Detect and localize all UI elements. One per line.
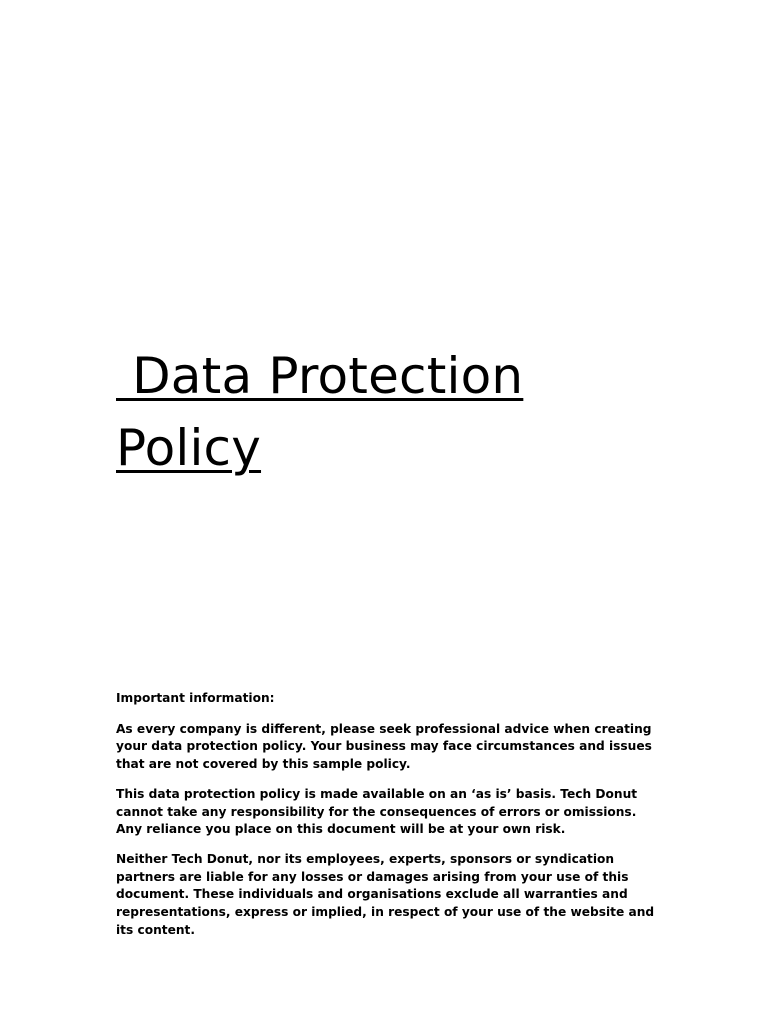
paragraph-as-is-basis: This data protection policy is made available on an ‘as is’ basis. Tech Donut cannot take any responsibility for the consequences of errors or omissions. Any reliance you place on this document will be at your own risk.	[116, 786, 638, 837]
title-line-1: Data Protection	[116, 347, 524, 405]
paragraph-professional-advice: As every company is different, please seek professional advice when creating your data protection policy. Your business may face circumstances and issues that are not covered by this sample policy.	[116, 721, 652, 772]
page-title	[116, 340, 586, 484]
paragraph-liability-disclaimer: Neither Tech Donut, nor its employees, experts, sponsors or syndication partners are liable for any losses or damages arising from your use of this document. These individuals and organisations exclude all warranties and representations, express or implied, in respect of your use of the website and its content.	[116, 851, 655, 937]
important-information-label: Important information:	[116, 691, 275, 705]
important-information-section	[116, 690, 656, 951]
title-line-2: Policy	[116, 419, 262, 477]
